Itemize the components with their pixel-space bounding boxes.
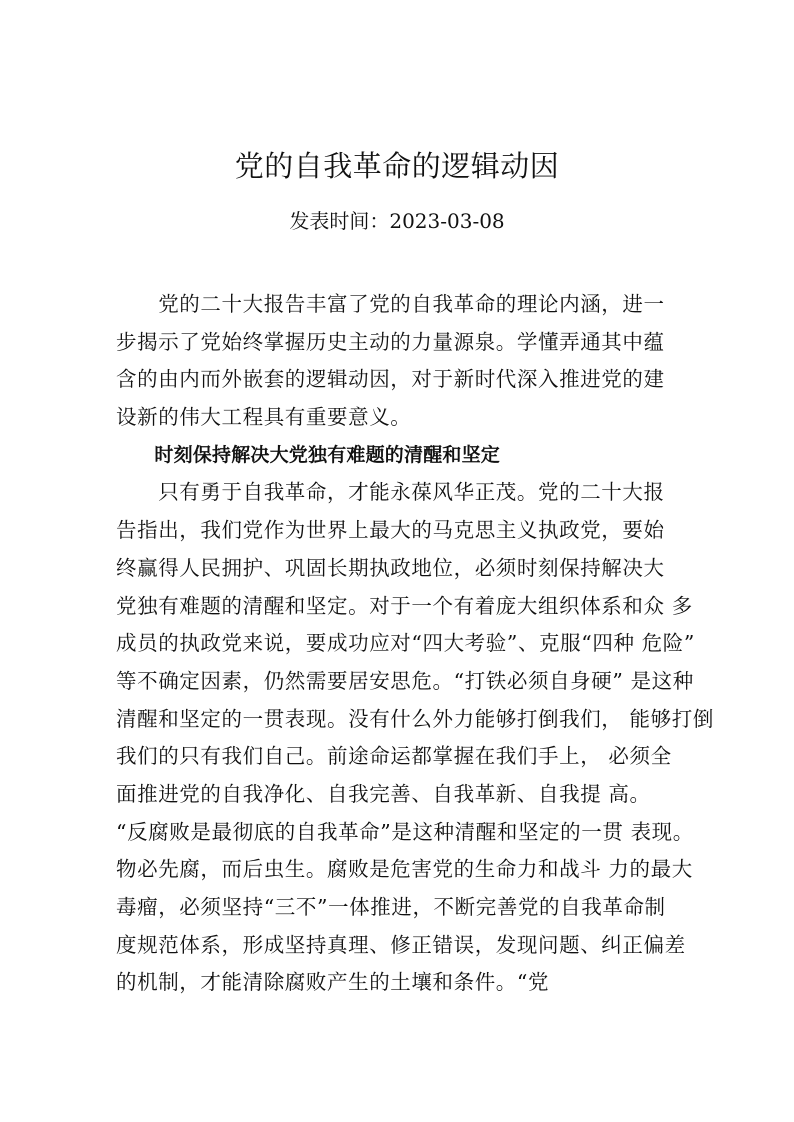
paragraph-line: 党的二十大报告丰富了党的自我革命的理论内涵，进一 — [116, 292, 665, 316]
paragraph-line: 成员的执政党来说，要成功应对“四大考验”、克服“四种 危险” — [116, 631, 695, 656]
paragraph-line: 党独有难题的清醒和坚定。对于一个有着庞大组织体系和众 多 — [116, 593, 693, 618]
paragraph-line: 只有勇于自我革命，才能永葆风华正茂。党的二十大报 — [116, 480, 665, 505]
paragraph-line: 的机制，才能清除腐败产生的土壤和条件。“党 — [116, 970, 550, 995]
article-title: 党的自我革命的逻辑动因 — [234, 149, 560, 183]
paragraph-line: 清醒和坚定的一贯表现。没有什么外力能够打倒我们， 能够打倒 — [116, 706, 714, 731]
article-body — [116, 286, 714, 1002]
paragraph-line: “反腐败是最彻底的自我革命”是这种清醒和坚定的一贯 表现。 — [116, 819, 694, 844]
paragraph-line: 等不确定因素，仍然需要居安思危。“打铁必须自身硬” 是这种 — [116, 668, 694, 693]
paragraph-line: 我们的只有我们自己。前途命运都掌握在我们手上， 必须全 — [116, 744, 672, 769]
publish-date: 发表时间：2023-03-08 — [289, 209, 505, 233]
paragraph-line: 面推进党的自我净化、自我完善、自我革新、自我提 高。 — [116, 781, 651, 806]
paragraph-line: 设新的伟大工程具有重要意义。 — [116, 405, 412, 430]
paragraph-line: 毒瘤，必须坚持“三不”一体推进，不断完善党的自我革命制 — [116, 895, 666, 919]
paragraph-line: 物必先腐，而后虫生。腐败是危害党的生命力和战斗 力的最大 — [116, 857, 693, 882]
paragraph-line: 含的由内而外嵌套的逻辑动因，对于新时代深入推进党的建 — [116, 367, 665, 392]
paragraph-line: 终赢得人民拥护、巩固长期执政地位，必须时刻保持解决大 — [116, 555, 665, 580]
section-heading: 时刻保持解决大党独有难题的清醒和坚定 — [116, 443, 501, 466]
paragraph-line: 告指出，我们党作为世界上最大的马克思主义执政党，要始 — [116, 518, 665, 543]
paragraph-line: 步揭示了党始终掌握历史主动的力量源泉。学懂弄通其中蕴 — [116, 329, 665, 354]
paragraph-line: 度规范体系，形成坚持真理、修正错误，发现问题、纠正偏差 — [116, 932, 686, 957]
